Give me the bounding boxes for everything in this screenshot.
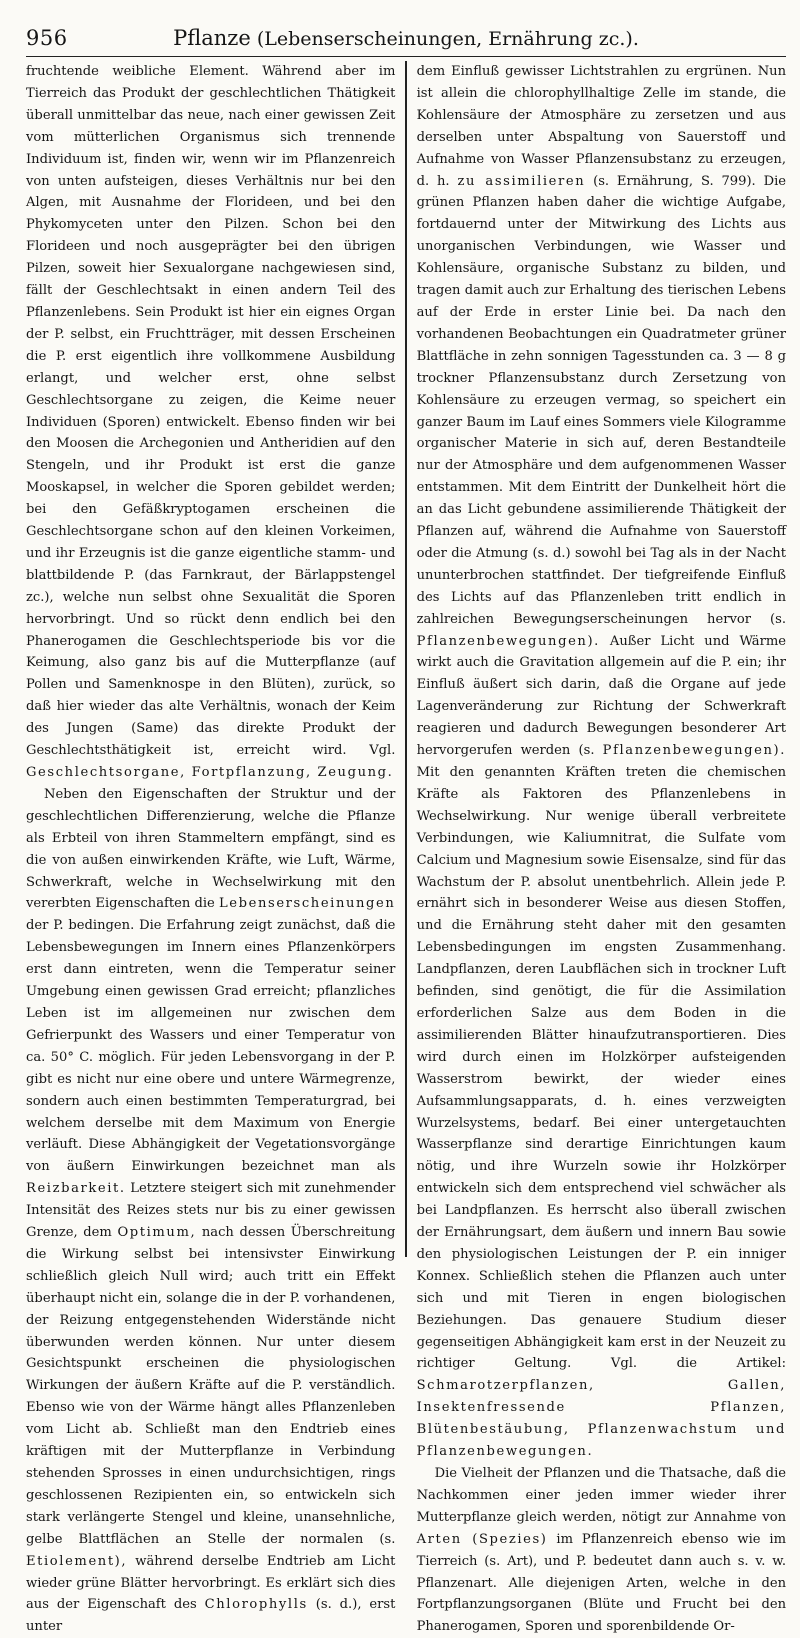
paragraph: Neben den Eigenschaften der Struktur und der geschlechtlichen Differenzierung, welche die Pflanze als Erbteil von ihren Stammeltern empfängt, sind es die von außen einwirkenden Kräfte, wie Luft, Wärme, Schwerkraft, welche in Wechselwirkung mit den vererbten Eigenschaften die Lebenserscheinungen der P. bedingen. Die Erfahrung zeigt zunächst, daß die Lebensbewegungen im Innern eines Pflanzenkörpers erst dann eintreten, wenn die Temperatur seiner Umgebung einen gewissen Grad erreicht; pflanzliches Leben ist im allgemeinen nur zwischen dem Gefrierpunkt des Wassers und einer Temperatur von ca. 50° C. möglich. Für jeden Lebensvorgang in der P. gibt es nicht nur eine obere und untere Wärmegrenze, sondern auch einen bestimmten Temperaturgrad, bei welchem derselbe mit dem Maximum von Energie verläuft. Diese Abhängigkeit der Vegetationsvorgänge von äußern Einwirkungen bezeichnet man als Reizbarkeit. Letztere steigert sich mit zunehmender Intensität des Reizes stets nur bis zu einer gewissen Grenze, dem Optimum, nach dessen Überschreitung die Wirkung selbst bei intensivster Einwirkung schließlich gleich Null wird; auch tritt ein Effekt überhaupt nicht ein, solange die in der P. vorhandenen, der Reizung entgegenstehenden Widerstände nicht überwunden werden können. Nur unter diesem Gesichtspunkt erscheinen die physiologischen Wirkungen der äußern Kräfte auf die P. verständlich. Ebenso wie von der Wärme hängt alles Pflanzenleben vom Licht ab. Schließt man den Endtrieb eines kräftigen mit der Mutterpflanze in Verbindung stehenden Sprosses in einen undurchsichtigen, rings geschlossenen Rezipienten ein, so entwickeln sich stark verlängerte Stengel und kleine, unansehnliche, gelbe Blattflächen an Stelle der normalen (s. Etiolement), während derselbe Endtrieb am Licht wieder grüne Blätter hervorbringt. Es erklärt sich dies aus der Eigenschaft des Chlorophylls (s. d.), erst unter (26, 786, 396, 1635)
page-number: 956 (26, 26, 68, 50)
paragraph: dem Einfluß gewisser Lichtstrahlen zu ergrünen. Nun ist allein die chlorophyllhaltige Zelle im stande, die Kohlensäure der Atmosphäre zu zersetzen und aus derselben unter Abspaltung von Sauerstoff und Aufnahme von Wasser Pflanzensubstanz zu erzeugen, d. h. zu assimilieren (s. Ernährung, S. 799). Die grünen Pflanzen haben daher die wichtige Aufgabe, fortdauernd unter der Mitwirkung des Lichts aus unorganischen Verbindungen, wie Wasser und Kohlensäure, organische Substanz zu bilden, und tragen damit auch zur Erhaltung des tierischen Lebens auf der Erde in erster Linie bei. Da nach den vorhandenen Beobachtungen ein Quadratmeter grüner Blattfläche in zehn sonnigen Tagesstunden ca. 3 — 8 g trockner Pflanzensubstanz durch Zersetzung von Kohlensäure zu erzeugen vermag, so speichert ein ganzer Baum im Lauf eines Sommers viele Kilogramme organischer Materie in sich auf, deren Bestandteile nur der Atmosphäre und dem aufgenommenen Wasser entstammen. Mit dem Eintritt der Dunkelheit hört die an das Licht gebundene assimilierende Thätigkeit der Pflanzen auf, während die Aufnahme von Sauerstoff oder die Atmung (s. d.) sowohl bei Tag als in der Nacht ununterbrochen stattfindet. Der tiefgreifende Einfluß des Lichts auf das Pflanzenleben tritt endlich in zahlreichen Bewegungserscheinungen hervor (s. Pflanzenbewegungen). Außer Licht und Wärme wirkt auch die Gravitation allgemein auf die P. ein; ihr Einfluß äußert sich darin, daß die Organe auf jede Lagenveränderung zur Richtung der Schwerkraft reagieren und dadurch Bewegungen besonderer Art hervorgerufen werden (s. Pflanzenbewegungen). Mit den genannten Kräften treten die chemischen Kräfte als Faktoren des Pflanzenlebens in Wechselwirkung. Nur wenige überall verbreitete Verbindungen, wie Kaliumnitrat, die Sulfate vom Calcium und Magnesium sowie Eisensalze, sind für das Wachstum der P. absolut unentbehrlich. Allein jede P. ernährt sich in besonderer Weise aus diesen Stoffen, und die Ernährung steht daher mit den gesamten Lebensbedingungen im engsten Zusammenhang. Landpflanzen, deren Laubflächen sich in trockner Luft befinden, sind genötigt, die für die Assimilation erforderlichen Salze aus dem Boden in die assimilierenden Blätter hinaufzutransportieren. Dies wird durch einen im Holzkörper aufsteigenden Wasserstrom bewirkt, der wieder eines Aufsammlungsapparats, d. h. eines verzweigten Wurzelsystems, bedarf. Bei einer untergetauchten Wasserpflanze sind derartige Einrichtungen kaum nötig, und ihre Wurzeln sowie ihr Holzkörper entwickeln sich dem entsprechend viel schwächer als bei Landpflanzen. Es herrscht also überall zwischen der Ernährungsart, dem äußern und innern Bau sowie den physiologischen Leistungen der P. ein inniger Konnex. Schließlich stehen die Pflanzen auch unter sich und mit Tieren in engen biologischen Beziehungen. Das genauere Studium dieser gegenseitigen Abhängigkeit kam erst in der Neuzeit zu richtiger Geltung. Vgl. die Artikel: Schmarotzerpflanzen, Gallen, Insektenfressende Pflanzen, Blütenbestäubung, Pflanzenwachstum und Pflanzenbewegungen. (416, 64, 787, 1460)
term: Reizbarkeit. (26, 1181, 126, 1197)
term: Lebenserscheinungen (219, 896, 396, 912)
term: zu assimilieren (457, 173, 586, 189)
term: Arten (Spezies) (416, 1531, 548, 1547)
cross-reference: Pflanzenbewegungen). (602, 743, 786, 759)
left-column (26, 61, 403, 1635)
right-column (409, 61, 787, 1635)
cross-reference: Schmarotzerpflanzen, Gallen, Insektenfressende Pflanzen, Blütenbestäubung, Pflanzenwachstum und Pflanzenbewegungen. (416, 1378, 787, 1460)
term: Etiolement), (26, 1553, 128, 1569)
paragraph: Die Vielheit der Pflanzen und die Thatsache, daß die Nachkommen einer jeden immer wieder ihrer Mutterpflanze gleich werden, nötigt zur Annahme von Arten (Spezies) im Pflanzenreich ebenso wie im Tierreich (s. Art), und P. bedeutet dann auch s. v. w. Pflanzenart. Alle diejenigen Arten, welche in den Fortpflanzungsorganen (Blüte und Frucht bei den Phanerogamen, Sporen und sporenbildende Or- (416, 1466, 787, 1635)
text-columns (26, 61, 787, 1635)
term: Chlorophylls (204, 1597, 308, 1613)
cross-reference: Pflanzenbewegungen). (416, 633, 600, 649)
column-divider (405, 61, 406, 1257)
paragraph: fruchtende weibliche Element. Während aber im Tierreich das Produkt der geschlechtlichen Thätigkeit überall unmittelbar das neue, nach einer gewissen Zeit vom mütterlichen Organismus sich trennende Individuum ist, finden wir, wenn wir im Pflanzenreich von unten aufsteigen, dieses Verhältnis nur bei den Algen, mit Ausnahme der Florideen, und bei den Phykomyceten unter den Pilzen. Schon bei den Florideen und noch ausgeprägter bei den übrigen Pilzen, soweit hier Sexualorgane nachgewiesen sind, fällt der Geschlechtsakt in einen andern Teil des Pflanzenlebens. Sein Produkt ist hier ein eignes Organ der P. selbst, ein Fruchtträger, mit dessen Erscheinen die P. erst eigentlich ihre vollkommene Ausbildung erlangt, und welcher erst, ohne selbst Geschlechtsorgane zu zeigen, die Keime neuer Individuen (Sporen) entwickelt. Ebenso finden wir bei den Moosen die Archegonien und Antheridien auf den Stengeln, und ihr Produkt ist erst die ganze Mooskapsel, in welcher die Sporen gebildet werden; bei den Gefäßkryptogamen erscheinen die Geschlechtsorgane schon auf den kleinen Vorkeimen, und ihr Erzeugnis ist die ganze eigentliche stamm- und blattbildende P. (das Farnkraut, der Bärlappstengel zc.), welche nun selbst ohne Sexualität die Sporen hervorbringt. Und so rückt denn endlich bei den Phanerogamen die Geschlechtsperiode bis vor die Keimung, also ganz bis auf die Mutterpflanze (auf Pollen und Samenknospe in den Blüten), zurück, so daß hier wieder das alte Verhältnis, wonach der Keim des Jungen (Same) das direkte Produkt der Geschlechtsthätigkeit ist, erreicht wird. Vgl. Geschlechtsorgane, Fortpflanzung, Zeugung. (26, 64, 396, 780)
running-head (26, 26, 786, 50)
running-head-subtitle: (Lebenserscheinungen, Ernährung zc.). (256, 28, 639, 50)
cross-reference: (s. Ernährung, S. 799). (593, 173, 756, 189)
cross-reference: Geschlechtsorgane, Fortpflanzung, Zeugung. (26, 765, 394, 780)
term: Optimum, (117, 1225, 197, 1241)
running-head-title: Pflanze (173, 26, 251, 50)
page-header (26, 22, 786, 57)
